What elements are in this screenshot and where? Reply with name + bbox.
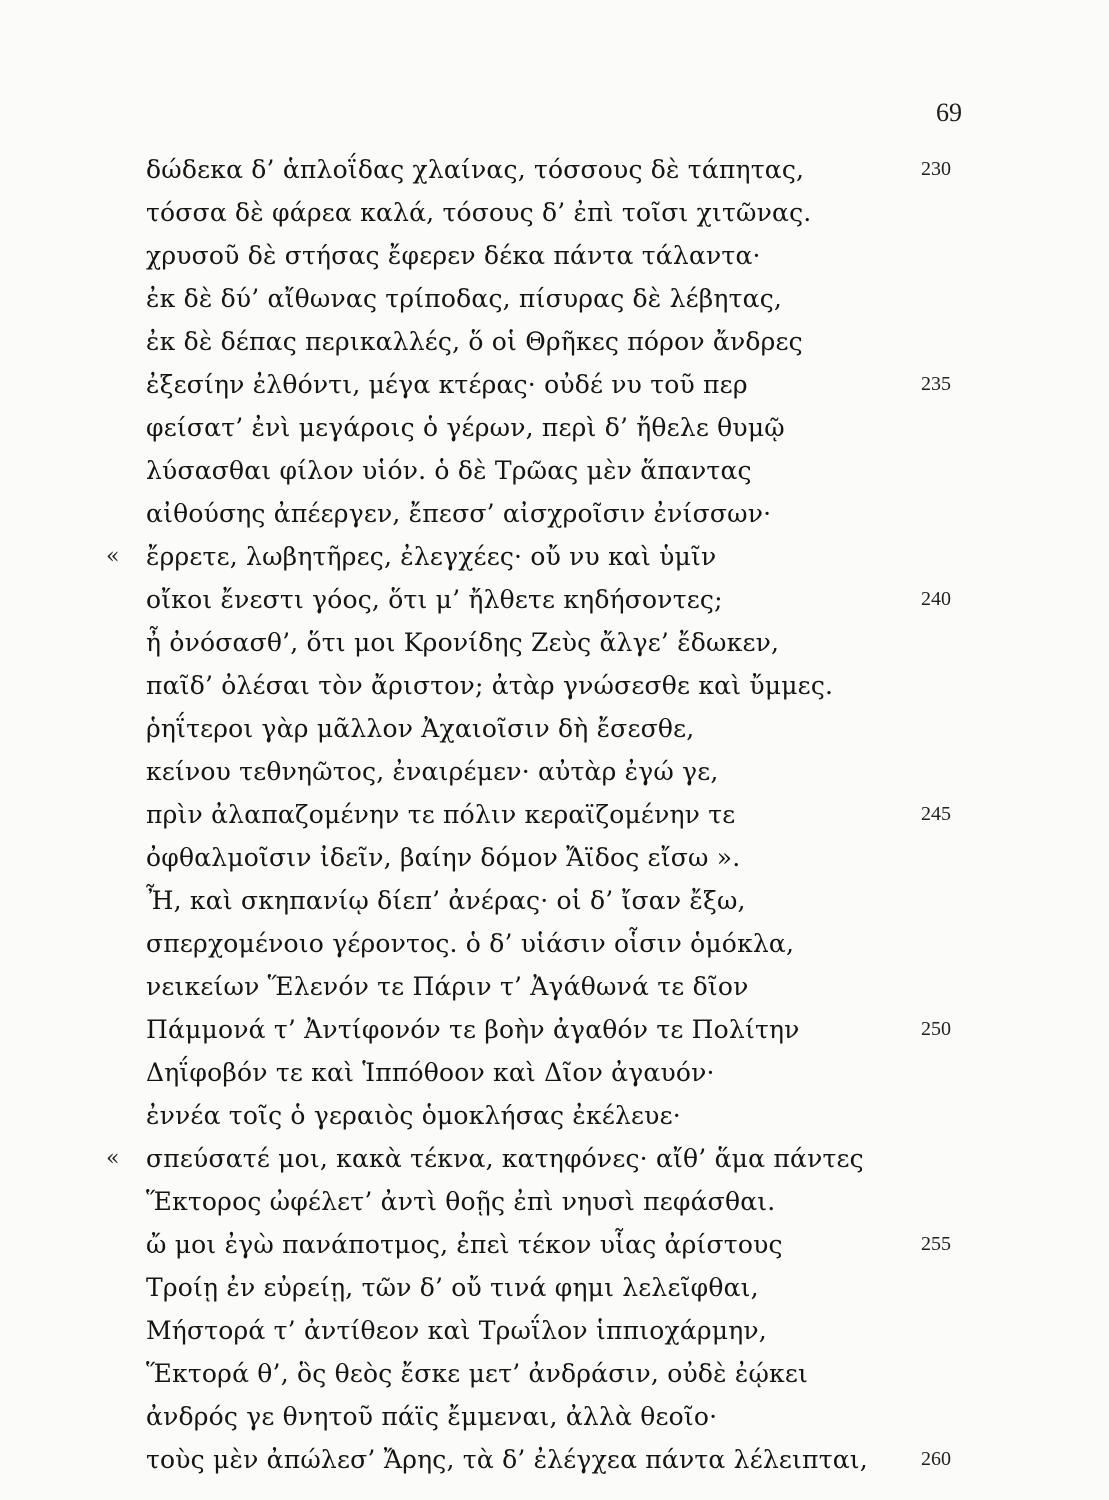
verse-line [146, 1438, 966, 1481]
page-number: 69 [936, 98, 962, 127]
verse-line [146, 1008, 966, 1051]
verse-line [146, 664, 966, 707]
verse-line [146, 879, 966, 922]
opening-quote-mark: « [106, 544, 120, 569]
verse-line [146, 1051, 966, 1094]
verse-text: Ἕκτορά θ’, ὃς θεὸς ἔσκε μετ’ ἀνδράσιν, οὐδὲ ἐῴκει [146, 1359, 809, 1388]
verse-text: χρυσοῦ δὲ στήσας ἔφερεν δέκα πάντα τάλαντα· [146, 241, 761, 270]
verse-text: ῥηΐτεροι γὰρ μᾶλλον Ἀχαιοῖσιν δὴ ἔσεσθε, [146, 714, 695, 743]
verse-line [146, 449, 966, 492]
verse-line [106, 535, 966, 578]
opening-quote-mark: « [106, 1146, 120, 1171]
verse-text: κείνου τεθνηῶτος, ἐναιρέμεν· αὐτὰρ ἐγώ γε, [146, 757, 719, 786]
verse-line [106, 1137, 966, 1180]
line-number: 245 [921, 803, 951, 825]
verse-line [146, 793, 966, 836]
verse-line [146, 191, 966, 234]
verse-text: δώδεκα δ’ ἁπλοΐδας χλαίνας, τόσσους δὲ τάπητας, [146, 155, 805, 184]
line-number: 260 [921, 1448, 951, 1470]
verse-text: φείσατ’ ἐνὶ μεγάροις ὁ γέρων, περὶ δ’ ἤθελε θυμῷ [146, 413, 785, 442]
verse-text: ἐκ δὲ δέπας περικαλλές, ὅ οἱ Θρῆκες πόρον ἄνδρες [146, 327, 803, 356]
verse-line [146, 836, 966, 879]
verse-text: σπεύσατέ μοι, κακὰ τέκνα, κατηφόνες· αἴθ’ ἅμα πάντες [146, 1144, 864, 1173]
verse-line [146, 1309, 966, 1352]
verse-text: ἦ ὀνόσασθ’, ὅτι μοι Κρονίδης Ζεὺς ἄλγε’ ἔδωκεν, [146, 628, 780, 657]
verse-line [146, 922, 966, 965]
verse-line [146, 1352, 966, 1395]
verse-text: Δηΐφοβόν τε καὶ Ἱππόθοον καὶ Δῖον ἀγαυόν· [146, 1058, 715, 1087]
verse-text: Ἕκτορος ὠφέλετ’ ἀντὶ θοῇς ἐπὶ νηυσὶ πεφάσθαι. [146, 1187, 776, 1216]
verse-text: Ἦ, καὶ σκηπανίῳ δίεπ’ ἀνέρας· οἱ δ’ ἴσαν ἔξω, [146, 886, 746, 915]
verse-line [146, 234, 966, 277]
verse-text: παῖδ’ ὀλέσαι τὸν ἄριστον; ἀτὰρ γνώσεσθε καὶ ὔμμες. [146, 671, 834, 700]
verse-block [106, 148, 966, 1481]
verse-text: οἴκοι ἔνεστι γόος, ὅτι μ’ ἤλθετε κηδήσοντες; [146, 585, 723, 614]
verse-text: ἐκ δὲ δύ’ αἴθωνας τρίποδας, πίσυρας δὲ λέβητας, [146, 284, 783, 313]
verse-text: σπερχομένοιο γέροντος. ὁ δ’ υἱάσιν οἷσιν ὁμόκλα, [146, 929, 795, 958]
verse-line [146, 621, 966, 664]
verse-text: νεικείων Ἕλενόν τε Πάριν τ’ Ἀγάθωνά τε δῖον [146, 972, 749, 1001]
line-number: 255 [921, 1233, 951, 1255]
verse-line [146, 578, 966, 621]
verse-line [146, 406, 966, 449]
verse-text: ἀνδρός γε θνητοῦ πάϊς ἔμμεναι, ἀλλὰ θεοῖο· [146, 1402, 718, 1431]
verse-text: Μήστορά τ’ ἀντίθεον καὶ Τρωΐλον ἱππιοχάρμην, [146, 1316, 767, 1345]
verse-line [146, 492, 966, 535]
verse-line [146, 320, 966, 363]
verse-line [146, 1266, 966, 1309]
line-number: 230 [921, 158, 951, 180]
verse-text: λύσασθαι φίλον υἱόν. ὁ δὲ Τρῶας μὲν ἅπαντας [146, 456, 752, 485]
verse-text: τόσσα δὲ φάρεα καλά, τόσους δ’ ἐπὶ τοῖσι χιτῶνας. [146, 198, 812, 227]
verse-text: αἰθούσης ἀπέεργεν, ἔπεσσ’ αἰσχροῖσιν ἐνίσσων· [146, 499, 772, 528]
verse-line [146, 1223, 966, 1266]
verse-line [146, 148, 966, 191]
verse-text: ὤ μοι ἐγὼ πανάποτμος, ἐπεὶ τέκον υἷας ἀρίστους [146, 1230, 783, 1259]
verse-line [146, 965, 966, 1008]
verse-text: ἔρρετε, λωβητῆρες, ἐλεγχέες· οὔ νυ καὶ ὑμῖν [146, 542, 717, 571]
verse-text: Τροίῃ ἐν εὐρείῃ, τῶν δ’ οὔ τινά φημι λελεῖφθαι, [146, 1273, 759, 1302]
verse-line [146, 277, 966, 320]
verse-text: Πάμμονά τ’ Ἀντίφονόν τε βοὴν ἀγαθόν τε Πολίτην [146, 1015, 800, 1044]
verse-line [146, 1094, 966, 1137]
line-number: 250 [921, 1018, 951, 1040]
verse-line [146, 363, 966, 406]
verse-line [146, 750, 966, 793]
verse-line [146, 1180, 966, 1223]
verse-text: πρὶν ἀλαπαζομένην τε πόλιν κεραϊζομένην τε [146, 800, 736, 829]
verse-text: ἐξεσίην ἐλθόντι, μέγα κτέρας· οὐδέ νυ τοῦ περ [146, 370, 748, 399]
verse-line [146, 707, 966, 750]
verse-text: ὀφθαλμοῖσιν ἰδεῖν, βαίην δόμον Ἄϊδος εἴσω ». [146, 843, 741, 872]
verse-text: τοὺς μὲν ἀπώλεσ’ Ἄρης, τὰ δ’ ἐλέγχεα πάντα λέλειπται, [146, 1445, 868, 1474]
line-number: 235 [921, 373, 951, 395]
verse-line [146, 1395, 966, 1438]
line-number: 240 [921, 588, 951, 610]
verse-text: ἐννέα τοῖς ὁ γεραιὸς ὁμοκλήσας ἐκέλευε· [146, 1101, 681, 1130]
